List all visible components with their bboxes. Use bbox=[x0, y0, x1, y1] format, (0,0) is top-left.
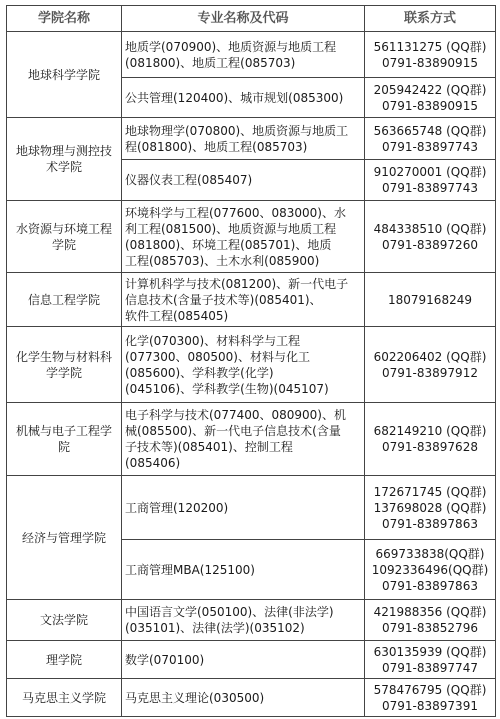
college-name: 信息工程学院 bbox=[7, 273, 122, 327]
major-cell: 电子科学与技术(077400、080900)、机 械(085500)、新一代电子信息技术(含量 子技术等)(085401)、控制工程 (085406) bbox=[122, 403, 365, 476]
header-contact: 联系方式 bbox=[365, 6, 496, 32]
college-name: 地球物理与测控技术学院 bbox=[7, 118, 122, 201]
table-row bbox=[7, 201, 496, 273]
table-row bbox=[7, 641, 496, 679]
college-name: 化学生物与材料科学学院 bbox=[7, 327, 122, 403]
major-cell: 数学(070100) bbox=[122, 641, 365, 679]
contact-cell: 910270001 (QQ群) 0791-83897743 bbox=[365, 160, 496, 201]
contact-cell: 421988356 (QQ群) 0791-83852796 bbox=[365, 600, 496, 641]
contact-cell: 172671745 (QQ群) 137698028 (QQ群) 0791-83897863 bbox=[365, 476, 496, 540]
table-row bbox=[7, 118, 496, 160]
header-college: 学院名称 bbox=[7, 6, 122, 32]
table-row bbox=[7, 327, 496, 403]
header-major: 专业名称及代码 bbox=[122, 6, 365, 32]
contact-cell: 205942422 (QQ群) 0791-83890915 bbox=[365, 78, 496, 118]
major-cell: 工商管理MBA(125100) bbox=[122, 540, 365, 600]
college-name: 水资源与环境工程学院 bbox=[7, 201, 122, 273]
table-row bbox=[7, 600, 496, 641]
college-name: 理学院 bbox=[7, 641, 122, 679]
contact-cell: 561131275 (QQ群) 0791-83890915 bbox=[365, 32, 496, 78]
programs-table bbox=[6, 5, 496, 717]
major-cell: 地球物理学(070800)、地质资源与地质工 程(081800)、地质工程(085703) bbox=[122, 118, 365, 160]
contact-cell: 563665748 (QQ群) 0791-83897743 bbox=[365, 118, 496, 160]
major-cell: 中国语言文学(050100)、法律(非法学) (035101)、法律(法学)(035102) bbox=[122, 600, 365, 641]
college-name: 机械与电子工程学院 bbox=[7, 403, 122, 476]
college-name: 地球科学学院 bbox=[7, 32, 122, 118]
contact-cell: 682149210 (QQ群) 0791-83897628 bbox=[365, 403, 496, 476]
college-name: 文法学院 bbox=[7, 600, 122, 641]
major-cell: 环境科学与工程(077600、083000)、水 利工程(081500)、地质资源与地质工程 (081800)、环境工程(085701)、地质 工程(085703)、土木水利(085900) bbox=[122, 201, 365, 273]
contact-cell: 630135939 (QQ群) 0791-83897747 bbox=[365, 641, 496, 679]
major-cell: 化学(070300)、材料科学与工程 (077300、080500)、材料与化工 (085600)、学科教学(化学) (045106)、学科教学(生物)(045107) bbox=[122, 327, 365, 403]
major-cell: 计算机科学与技术(081200)、新一代电子 信息技术(含量子技术等)(085401)、 软件工程(085405) bbox=[122, 273, 365, 327]
contact-cell: 484338510 (QQ群) 0791-83897260 bbox=[365, 201, 496, 273]
contact-cell: 669733838(QQ群) 1092336496(QQ群) 0791-83897863 bbox=[365, 540, 496, 600]
table-row bbox=[7, 476, 496, 540]
major-cell: 工商管理(120200) bbox=[122, 476, 365, 540]
major-cell: 公共管理(120400)、城市规划(085300) bbox=[122, 78, 365, 118]
major-cell: 仪器仪表工程(085407) bbox=[122, 160, 365, 201]
table-row bbox=[7, 403, 496, 476]
table-row bbox=[7, 32, 496, 78]
major-cell: 马克思主义理论(030500) bbox=[122, 679, 365, 717]
contact-cell: 602206402 (QQ群) 0791-83897912 bbox=[365, 327, 496, 403]
header-row bbox=[7, 6, 496, 32]
college-name: 马克思主义学院 bbox=[7, 679, 122, 717]
contact-cell: 18079168249 bbox=[365, 273, 496, 327]
major-cell: 地质学(070900)、地质资源与地质工程 (081800)、地质工程(085703) bbox=[122, 32, 365, 78]
table-row bbox=[7, 679, 496, 717]
college-name: 经济与管理学院 bbox=[7, 476, 122, 600]
contact-cell: 578476795 (QQ群) 0791-83897391 bbox=[365, 679, 496, 717]
table-row bbox=[7, 273, 496, 327]
